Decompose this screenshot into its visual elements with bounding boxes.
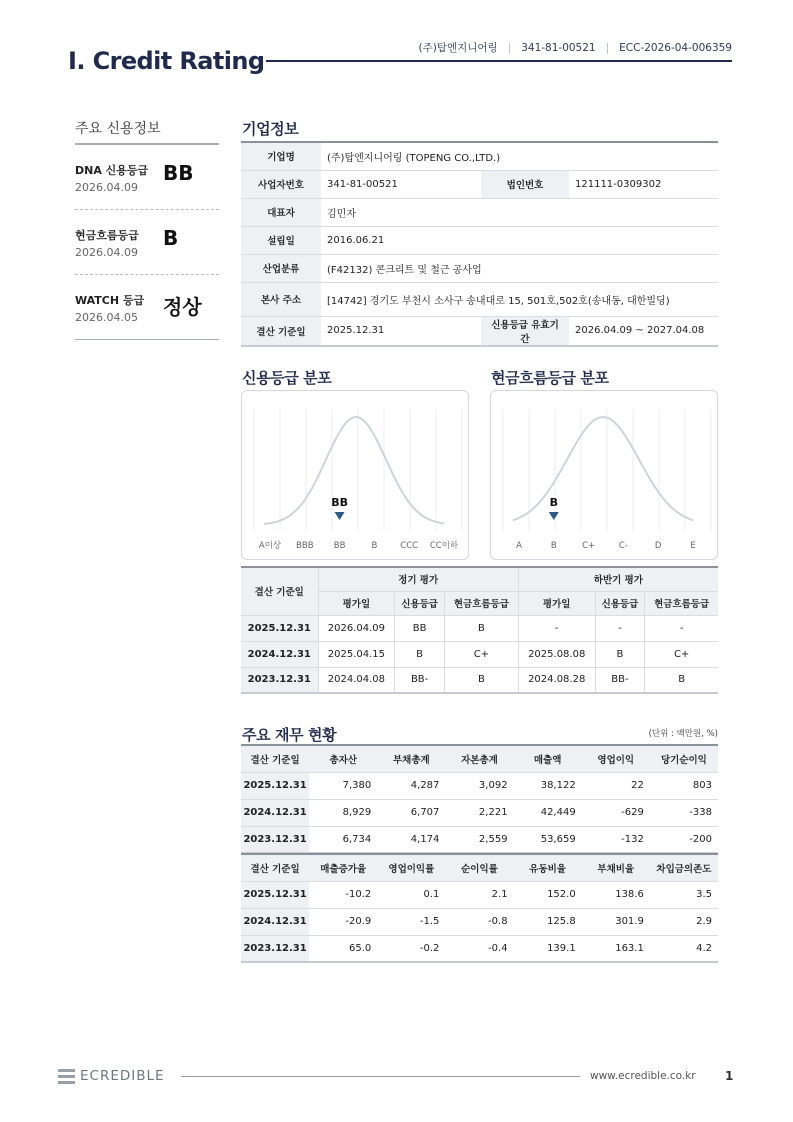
table-cell: 4,287	[377, 772, 445, 799]
column-header: 부채비율	[582, 854, 650, 881]
table-row	[241, 826, 718, 853]
value-industry: (F42132) 콘크리트 및 철근 공사업	[321, 254, 718, 282]
value-corp-no: 121111-0309302	[569, 170, 718, 198]
company-info-title: 기업정보	[242, 120, 299, 138]
page-title: Ⅰ. Credit Rating	[68, 47, 265, 75]
row-key: 2023.12.31	[241, 667, 318, 693]
table-row	[241, 254, 718, 282]
label-address: 본사 주소	[241, 282, 321, 316]
table-cell: B	[645, 667, 718, 693]
footer-url[interactable]: www.ecredible.co.kr	[590, 1070, 696, 1082]
table-row	[241, 772, 718, 799]
rh-sub-header: 평가일	[318, 591, 395, 615]
label-est: 설립일	[241, 226, 321, 254]
value-name: (주)탑엔지니어링 (TOPENG CO.,LTD.)	[321, 142, 718, 170]
column-header: 총자산	[309, 745, 377, 772]
rating-history-body	[241, 615, 718, 693]
summary-item-cashflow	[75, 210, 219, 275]
financials-table-2	[241, 853, 718, 963]
table-cell: BB-	[395, 667, 445, 693]
table-cell: 8,929	[309, 799, 377, 826]
table-cell: B	[444, 615, 518, 641]
cashflow-dist-chart	[490, 390, 718, 560]
column-header: 유동비율	[514, 854, 582, 881]
value-ceo: 김민자	[321, 198, 718, 226]
footer-logo	[58, 1068, 165, 1084]
column-header: 영업이익률	[377, 854, 445, 881]
table-cell: 53,659	[514, 826, 582, 853]
table-row	[241, 282, 718, 316]
footer-rule	[181, 1076, 580, 1077]
table-cell: 65.0	[309, 935, 377, 962]
axis-tick-label: B	[550, 541, 557, 551]
credit-dist-chart	[241, 390, 469, 560]
table-cell: 38,122	[514, 772, 582, 799]
value-valid: 2026.04.09 ~ 2027.04.08	[569, 316, 718, 346]
table-cell: 803	[650, 772, 718, 799]
table-row	[241, 641, 718, 667]
axis-tick-label: E	[690, 541, 696, 551]
table-cell: 6,734	[309, 826, 377, 853]
table-cell: 22	[582, 772, 650, 799]
table-cell: 0.1	[377, 881, 445, 908]
rh-sub-header: 현금흐름등급	[444, 591, 518, 615]
cashflow-dist-title: 현금흐름등급 분포	[491, 369, 609, 387]
table-cell: -20.9	[309, 908, 377, 935]
table-cell: -0.4	[445, 935, 513, 962]
value-biz-no: 341-81-00521	[321, 170, 481, 198]
axis-tick-label: BB	[333, 541, 346, 551]
row-key: 2025.12.31	[241, 772, 309, 799]
table-cell: -338	[650, 799, 718, 826]
table-cell: 2024.08.28	[518, 667, 595, 693]
label-ceo: 대표자	[241, 198, 321, 226]
header-company: (주)탑엔지니어링	[418, 42, 498, 54]
axis-tick-label: C+	[582, 541, 596, 551]
table-cell: 6,707	[377, 799, 445, 826]
table-cell: B	[395, 641, 445, 667]
column-header: 순이익률	[445, 854, 513, 881]
header-meta: (주)탑엔지니어링 | 341-81-00521 | ECC-2026-04-006359	[418, 42, 732, 54]
table-cell: -0.2	[377, 935, 445, 962]
table-row	[241, 226, 718, 254]
table-cell: 301.9	[582, 908, 650, 935]
row-key: 2023.12.31	[241, 826, 309, 853]
summary-item-date: 2026.04.09	[75, 181, 138, 194]
company-info-table	[241, 141, 718, 347]
label-biz-no: 사업자번호	[241, 170, 321, 198]
axis-tick-label: A	[516, 541, 522, 551]
label-industry: 산업분류	[241, 254, 321, 282]
row-key: 2024.12.31	[241, 908, 309, 935]
table-row	[241, 908, 718, 935]
footer-brand: ECREDIBLE	[80, 1068, 165, 1084]
table-cell: 2025.08.08	[518, 641, 595, 667]
summary-item-value: 정상	[163, 295, 202, 319]
credit-dist-svg	[242, 391, 470, 561]
table-cell: -10.2	[309, 881, 377, 908]
rh-key-header: 결산 기준일	[241, 567, 318, 615]
summary-item-name: WATCH 등급	[75, 294, 145, 307]
rh-sub-header: 신용등급	[595, 591, 645, 615]
table-row	[241, 935, 718, 962]
table-cell: -132	[582, 826, 650, 853]
table-cell: 4.2	[650, 935, 718, 962]
table-cell: 139.1	[514, 935, 582, 962]
rh-sub-header: 평가일	[518, 591, 595, 615]
column-header: 차입금의존도	[650, 854, 718, 881]
value-settle: 2025.12.31	[321, 316, 481, 346]
rating-marker-icon	[549, 512, 559, 520]
rh-regular-header: 정기 평가	[318, 567, 518, 591]
page-number: 1	[725, 1069, 734, 1083]
table-cell: -200	[650, 826, 718, 853]
table-cell: 2024.04.08	[318, 667, 395, 693]
table-cell: -	[518, 615, 595, 641]
table-cell: C+	[444, 641, 518, 667]
header-rule	[266, 60, 732, 62]
table-cell: -	[645, 615, 718, 641]
table-cell: B	[595, 641, 645, 667]
column-header: 결산 기준일	[241, 745, 309, 772]
column-header: 당기순이익	[650, 745, 718, 772]
column-header: 자본총계	[445, 745, 513, 772]
table-cell: 2.1	[445, 881, 513, 908]
column-header: 부채총계	[377, 745, 445, 772]
axis-tick-label: D	[654, 541, 662, 551]
rh-half-header: 하반기 평가	[518, 567, 718, 591]
table-cell: -	[595, 615, 645, 641]
table-cell: -629	[582, 799, 650, 826]
table-cell: 138.6	[582, 881, 650, 908]
summary-item-value: BB	[163, 161, 194, 185]
summary-item-watch	[75, 275, 219, 340]
label-corp-no: 법인번호	[481, 170, 569, 198]
axis-tick-label: B	[371, 541, 378, 551]
table-row	[241, 615, 718, 641]
row-key: 2025.12.31	[241, 615, 318, 641]
summary-item-date: 2026.04.09	[75, 246, 138, 259]
axis-tick-label: A이상	[258, 541, 282, 551]
financials-title: 주요 재무 현황	[242, 726, 337, 744]
table-cell: C+	[645, 641, 718, 667]
row-key: 2023.12.31	[241, 935, 309, 962]
header-doc-id: ECC-2026-04-006359	[619, 42, 732, 54]
table-cell: 2025.04.15	[318, 641, 395, 667]
axis-tick-label: BBB	[296, 541, 314, 551]
label-valid: 신용등급 유효기간	[481, 316, 569, 346]
axis-tick-label: CCC	[400, 541, 419, 551]
label-name: 기업명	[241, 142, 321, 170]
table-cell: 2,559	[445, 826, 513, 853]
distribution-curve	[513, 417, 693, 520]
distribution-curve	[264, 417, 444, 524]
axis-tick-label: C-	[618, 541, 628, 551]
rating-marker-label: BB	[331, 496, 348, 509]
summary-title: 주요 신용정보	[75, 118, 219, 145]
credit-dist-title: 신용등급 분포	[242, 369, 332, 387]
table-row	[241, 198, 718, 226]
logo-bars-icon	[58, 1069, 75, 1084]
table-cell: BB-	[595, 667, 645, 693]
column-header: 매출증가율	[309, 854, 377, 881]
cashflow-dist-svg	[491, 391, 719, 561]
table-cell: 125.8	[514, 908, 582, 935]
summary-panel	[75, 118, 219, 340]
table-cell: 3,092	[445, 772, 513, 799]
axis-tick-label: CC이하	[429, 541, 459, 551]
table-cell: 2,221	[445, 799, 513, 826]
column-header: 매출액	[514, 745, 582, 772]
summary-item-date: 2026.04.05	[75, 311, 138, 324]
table-row	[241, 667, 718, 693]
table-row	[241, 799, 718, 826]
table-cell: B	[444, 667, 518, 693]
value-est: 2016.06.21	[321, 226, 718, 254]
table-cell: BB	[395, 615, 445, 641]
label-settle: 결산 기준일	[241, 316, 321, 346]
unit-note: (단위 : 백만원, %)	[648, 729, 718, 739]
rh-sub-header: 신용등급	[395, 591, 445, 615]
table-cell: 2026.04.09	[318, 615, 395, 641]
table-row	[241, 881, 718, 908]
table-cell: 42,449	[514, 799, 582, 826]
table-cell: 3.5	[650, 881, 718, 908]
table-cell: 7,380	[309, 772, 377, 799]
table-cell: -1.5	[377, 908, 445, 935]
financials-table-1	[241, 744, 718, 854]
table-row	[241, 316, 718, 346]
row-key: 2025.12.31	[241, 881, 309, 908]
table-cell: -0.8	[445, 908, 513, 935]
table-cell: 163.1	[582, 935, 650, 962]
column-header: 영업이익	[582, 745, 650, 772]
row-key: 2024.12.31	[241, 799, 309, 826]
table-cell: 4,174	[377, 826, 445, 853]
rating-marker-icon	[335, 512, 345, 520]
rating-history-table	[241, 566, 718, 694]
table-row	[241, 170, 718, 198]
summary-item-name: DNA 신용등급	[75, 164, 149, 177]
table-row	[241, 142, 718, 170]
rating-marker-label: B	[549, 496, 558, 509]
summary-item-value: B	[163, 226, 179, 250]
header-biz-no: 341-81-00521	[521, 42, 596, 54]
summary-item-dna	[75, 145, 219, 210]
column-header: 결산 기준일	[241, 854, 309, 881]
value-address: [14742] 경기도 부천시 소사구 송내대로 15, 501호,502호(송내동, 대한빌딩)	[321, 282, 718, 316]
summary-item-name: 현금흐름등급	[75, 229, 139, 242]
table-cell: 2.9	[650, 908, 718, 935]
rh-sub-header: 현금흐름등급	[645, 591, 718, 615]
row-key: 2024.12.31	[241, 641, 318, 667]
table-cell: 152.0	[514, 881, 582, 908]
